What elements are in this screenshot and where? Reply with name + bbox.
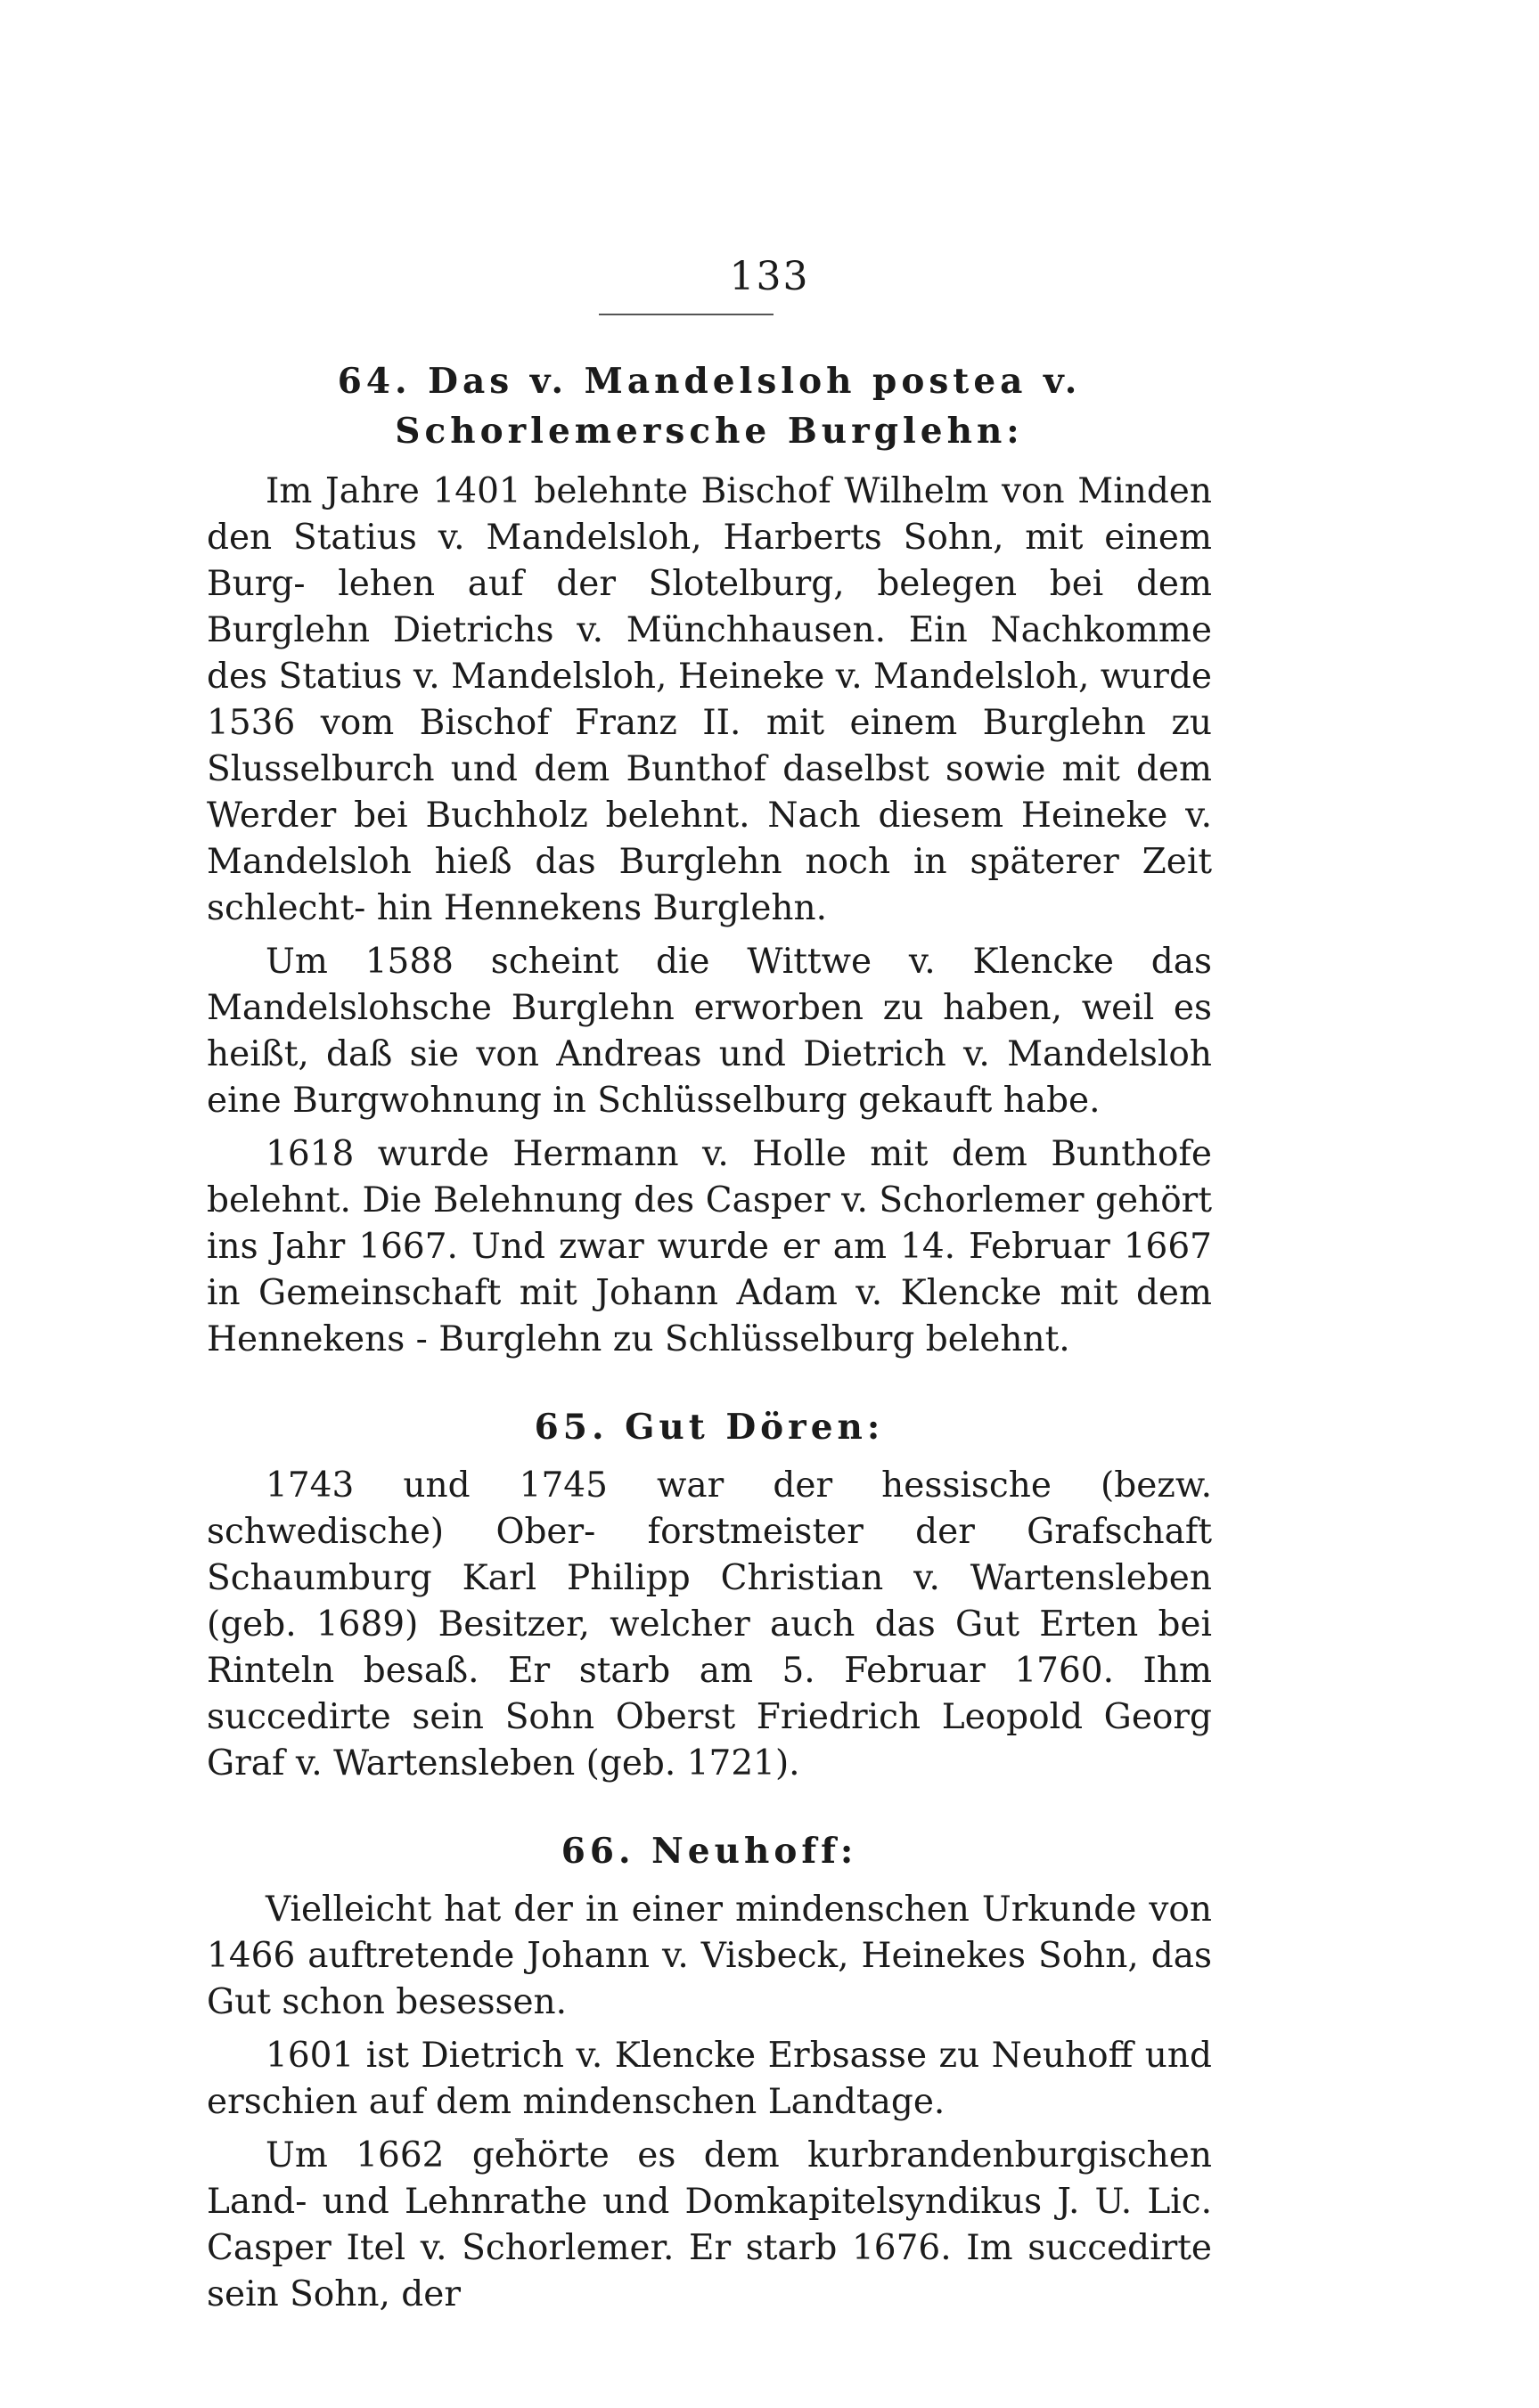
section-heading: 66. Neuhoff: — [561, 1831, 858, 1872]
section-heading: 65. Gut Dören: — [534, 1407, 885, 1448]
paragraph: Um 1588 scheint die Wittwe v. Klencke das Mandelslohsche Burglehn erworben zu haben, weil es heißt, daß sie von Andreas und Dietrich v. Mandelsloh eine Burgwohnung in Schlüsselburg gekauft habe. — [207, 942, 1212, 1121]
paragraph: 1618 wurde Hermann v. Holle mit dem Bunthofe belehnt. Die Belehnung des Casper v. Schorlemer gehört ins Jahr 1667. Und zwar wurde er am 14. Februar 1667 in Gemeinschaft mit Johann Adam v. Klencke mit dem Hennekens - Burglehn zu Schlüsselburg belehnt. — [207, 1134, 1212, 1359]
paragraph: Im Jahre 1401 belehnte Bischof Wilhelm von Minden den Statius v. Mandelsloh, Harberts Sohn, mit einem Burg- lehen auf der Slotelburg, belegen bei dem Burglehn Dietrichs v. Münchhausen. Ein Nachkomme des Statius v. Mandelsloh, Heineke v. Mandelsloh, wurde 1536 vom Bischof Franz II. mit einem Burglehn zu Slusselburch und dem Bunthof daselbst sowie mit dem Werder bei Buchholz belehnt. Nach diesem Heineke v. Mandelsloh hieß das Burglehn noch in späterer Zeit schlecht- hin Hennekens Burglehn. — [207, 471, 1212, 928]
section-64 — [207, 356, 1212, 1363]
text-block — [207, 356, 1212, 2325]
section-65 — [207, 1402, 1212, 1787]
paragraph: Um 1662 gehörte es dem kurbrandenburgischen Land- und Lehnrathe und Domkapitelsyndikus J. U. Lic. Casper Itel v. Schorlemer. Er starb 1676. Im succedirte sein Sohn, der — [207, 2135, 1212, 2314]
paragraph: 1601 ist Dietrich v. Klencke Erbsasse zu Neuhoff und erschien auf dem mindenschen Landtage. — [207, 2036, 1212, 2122]
section-66 — [207, 1826, 1212, 2318]
paragraph: 1743 und 1745 war der hessische (bezw. schwedische) Ober- forstmeister der Grafschaft Schaumburg Karl Philipp Christian v. Wartensleben (geb. 1689) Besitzer, welcher auch das Gut Erten bei Rinteln besaß. Er starb am 5. Februar 1760. Ihm succedirte sein Sohn Oberst Friedrich Leopold Georg Graf v. Wartensleben (geb. 1721). — [207, 1465, 1212, 1784]
paragraph: Vielleicht hat der in einer mindenschen Urkunde von 1466 auftretende Johann v. Visbeck, Heinekes Sohn, das Gut schon besessen. — [207, 1890, 1212, 2022]
print-mark — [515, 2138, 524, 2140]
section-heading: 64. Das v. Mandelsloh postea v. Schorlemersche Burglehn: — [337, 361, 1082, 452]
page-number: 133 — [729, 254, 810, 299]
page-number-rule — [599, 314, 774, 315]
